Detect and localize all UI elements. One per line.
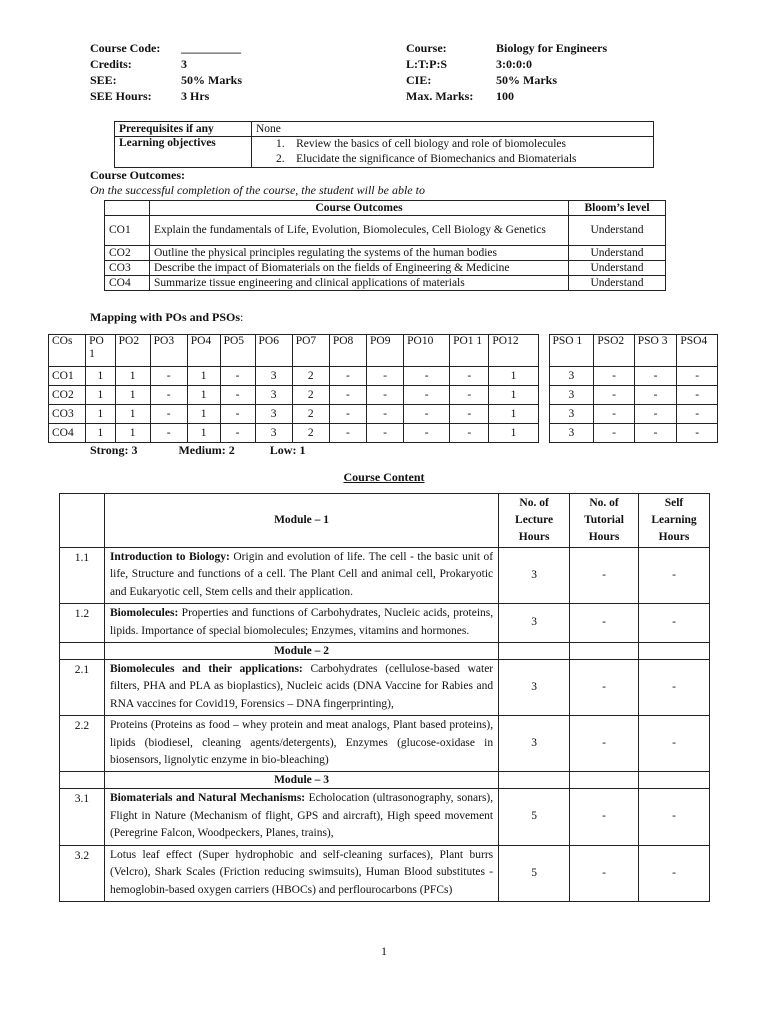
col-blooms-level: Bloom’s level	[569, 201, 666, 216]
mapping-header-cell: PSO 3	[634, 335, 677, 367]
mapping-value-cell: -	[677, 367, 718, 386]
mapping-value-cell: -	[594, 386, 634, 405]
mapping-co-cell: CO1	[49, 367, 86, 386]
topic-number: 2.1	[60, 660, 105, 716]
mapping-value-cell: 1	[86, 405, 116, 424]
co-code: CO1	[105, 216, 150, 246]
mapping-value-cell: -	[367, 386, 404, 405]
mapping-value-cell: 1	[489, 405, 538, 424]
mapping-value-cell: 1	[86, 424, 116, 443]
self-learning-hours: -	[639, 548, 710, 604]
self-learning-hours: -	[639, 789, 710, 845]
mapping-value-cell: -	[450, 405, 489, 424]
lecture-hours: 3	[499, 660, 570, 716]
mapping-gap	[538, 367, 549, 386]
mapping-value-cell: -	[404, 405, 450, 424]
course-content-title: Course Content	[343, 470, 425, 484]
see-hours-label: SEE Hours:	[90, 88, 152, 103]
mapping-value-cell: 1	[489, 367, 538, 386]
mapping-value-cell: -	[404, 424, 450, 443]
course-outcomes-table	[104, 200, 666, 291]
topic-number: 1.2	[60, 604, 105, 643]
mapping-value-cell: 1	[187, 367, 220, 386]
see-value: 50% Marks	[181, 72, 242, 87]
mapping-value-cell: -	[450, 367, 489, 386]
mapping-header-cell: PO8	[329, 335, 366, 367]
mapping-header-cell: PSO2	[594, 335, 634, 367]
mapping-header-cell: PO6	[255, 335, 292, 367]
page-number: 1	[381, 944, 387, 958]
co-bloom: Understand	[569, 276, 666, 291]
credits-value: 3	[181, 56, 187, 71]
mapping-value-cell: -	[594, 405, 634, 424]
mapping-value-cell: 3	[549, 405, 594, 424]
mapping-value-cell: -	[220, 424, 255, 443]
mapping-value-cell: 2	[292, 386, 329, 405]
mapping-value-cell: 3	[255, 386, 292, 405]
module-1-header: Module – 1	[104, 494, 498, 548]
course-content-table	[59, 493, 710, 902]
module-2-header: Module – 2	[104, 643, 498, 660]
mapping-value-cell: 1	[115, 386, 150, 405]
module-3-header: Module – 3	[104, 772, 498, 789]
mapping-value-cell: -	[220, 386, 255, 405]
mapping-co-cell: CO3	[49, 405, 86, 424]
mapping-value-cell: -	[329, 367, 366, 386]
topic-title: Biomolecules and their applications:	[109, 663, 303, 676]
col-course-outcomes: Course Outcomes	[150, 201, 569, 216]
tutorial-hours: -	[570, 789, 639, 845]
course-outcomes-heading: Course Outcomes:	[90, 168, 185, 182]
mapping-value-cell: -	[367, 367, 404, 386]
mapping-value-cell: -	[634, 386, 677, 405]
topic-text: Lotus leaf effect (Super hydrophobic and self-cleaning surfaces), Plant burrs (Velcro), Shark Scales (Friction reducing swimsuits), Human Blood substitutes - hemoglobin-based oxygen carriers (HBOCs) and perflourocarbons (PFCs)	[109, 848, 494, 896]
topic-row	[60, 604, 710, 643]
legend-low: Low: 1	[269, 443, 306, 457]
course-code-value: __________	[181, 40, 241, 55]
mapping-value-cell: -	[220, 367, 255, 386]
mapping-value-cell: 2	[292, 424, 329, 443]
topic-number: 3.2	[60, 845, 105, 901]
credits-label: Credits:	[90, 56, 132, 71]
mapping-value-cell: -	[404, 367, 450, 386]
mapping-value-cell: 1	[115, 405, 150, 424]
tutorial-hours: -	[570, 716, 639, 772]
self-learning-hours: -	[639, 716, 710, 772]
prerequisites-value: None	[252, 122, 654, 137]
course-label: Course:	[406, 40, 447, 55]
course-code-label: Course Code:	[90, 40, 161, 55]
self-learning-hours: -	[639, 604, 710, 643]
mapping-value-cell: -	[450, 424, 489, 443]
po-pso-mapping-table	[48, 334, 718, 443]
legend-strong: Strong: 3	[90, 443, 138, 457]
mapping-co-cell: CO4	[49, 424, 86, 443]
mapping-value-cell: -	[677, 386, 718, 405]
mapping-header-cell: PO4	[187, 335, 220, 367]
module-header-row	[60, 772, 710, 789]
module-header-row	[60, 643, 710, 660]
mapping-gap	[538, 405, 549, 424]
mapping-row	[49, 367, 718, 386]
topic-description	[104, 604, 498, 643]
mapping-value-cell: -	[634, 405, 677, 424]
mapping-row	[49, 386, 718, 405]
mapping-value-cell: -	[594, 367, 634, 386]
mapping-header-cell: PSO4	[677, 335, 718, 367]
self-learning-hours: -	[639, 660, 710, 716]
mapping-value-cell: -	[404, 386, 450, 405]
topic-description	[104, 716, 498, 772]
mapping-gap	[538, 424, 549, 443]
mapping-value-cell: 3	[255, 405, 292, 424]
topic-row	[60, 660, 710, 716]
mapping-value-cell: 1	[187, 386, 220, 405]
mapping-header-cell: PSO 1	[549, 335, 594, 367]
topic-title: Introduction to Biology:	[109, 551, 230, 563]
course-value: Biology for Engineers	[496, 40, 608, 55]
mapping-value-cell: 3	[255, 367, 292, 386]
co-code: CO3	[105, 261, 150, 276]
mapping-value-cell: -	[150, 405, 187, 424]
mapping-legend	[90, 443, 305, 458]
mapping-gap	[538, 386, 549, 405]
prerequisites-label: Prerequisites if any	[115, 122, 252, 137]
ltps-value: 3:0:0:0	[496, 56, 532, 71]
topic-text: Properties and functions of Carbohydrates, Nucleic acids, proteins, lipids. Importance of special biomolecules; Enzymes, vitamins and hormones.	[109, 607, 494, 637]
mapping-value-cell: 2	[292, 367, 329, 386]
mapping-value-cell: 1	[187, 405, 220, 424]
topic-text: Echolocation (ultrasonography, sonars), Flight in Nature (Mechanism of flight, GPS and aircraft), High speed movement (Peregrine Falcon, Woodpeckers, Planes, trains),	[109, 792, 494, 840]
mapping-gap	[538, 335, 549, 367]
cie-label: CIE:	[406, 72, 432, 87]
col-tutorial-hours: No. of Tutorial Hours	[570, 494, 639, 548]
learning-objectives-label: Learning objectives	[115, 137, 252, 168]
mapping-value-cell: -	[677, 405, 718, 424]
mapping-header-cell: PO3	[150, 335, 187, 367]
mapping-value-cell: 1	[187, 424, 220, 443]
lecture-hours: 3	[499, 604, 570, 643]
topic-description	[104, 789, 498, 845]
mapping-co-cell: CO2	[49, 386, 86, 405]
mapping-value-cell: 3	[255, 424, 292, 443]
mapping-header-cell: PO5	[220, 335, 255, 367]
topic-description	[104, 660, 498, 716]
mapping-header-cell: PO 1	[86, 335, 116, 367]
co-text: Describe the impact of Biomaterials on the fields of Engineering & Medicine	[150, 261, 569, 276]
topic-title: Biomaterials and Natural Mechanisms:	[109, 792, 306, 805]
mapping-value-cell: 1	[115, 367, 150, 386]
mapping-value-cell: -	[367, 405, 404, 424]
mapping-value-cell: -	[634, 367, 677, 386]
mapping-header-cell: PO7	[292, 335, 329, 367]
mapping-value-cell: -	[634, 424, 677, 443]
tutorial-hours: -	[570, 660, 639, 716]
course-header-right	[406, 40, 607, 104]
mapping-value-cell: -	[150, 424, 187, 443]
mapping-value-cell: 1	[115, 424, 150, 443]
lecture-hours: 5	[499, 845, 570, 901]
mapping-value-cell: -	[329, 405, 366, 424]
objective-item: 2. Elucidate the significance of Biomechanics and Biomaterials	[276, 153, 577, 165]
co-code: CO4	[105, 276, 150, 291]
co-bloom: Understand	[569, 261, 666, 276]
mapping-value-cell: -	[150, 367, 187, 386]
mapping-row	[49, 405, 718, 424]
mapping-value-cell: -	[150, 386, 187, 405]
objective-item: 1. Review the basics of cell biology and role of biomolecules	[276, 138, 566, 150]
mapping-value-cell: 3	[549, 386, 594, 405]
mapping-value-cell: -	[329, 424, 366, 443]
mapping-value-cell: 1	[489, 424, 538, 443]
legend-medium: Medium: 2	[178, 443, 235, 457]
see-label: SEE:	[90, 72, 117, 87]
max-marks-label: Max. Marks:	[406, 88, 474, 103]
mapping-header-cell: PO2	[115, 335, 150, 367]
tutorial-hours: -	[570, 604, 639, 643]
tutorial-hours: -	[570, 548, 639, 604]
see-hours-value: 3 Hrs	[181, 88, 210, 103]
mapping-value-cell: 1	[86, 386, 116, 405]
col-lecture-hours: No. of Lecture Hours	[499, 494, 570, 548]
co-text: Summarize tissue engineering and clinical applications of materials	[150, 276, 569, 291]
topic-number: 2.2	[60, 716, 105, 772]
mapping-header-cell: PO12	[489, 335, 538, 367]
co-code: CO2	[105, 246, 150, 261]
topic-title: Biomolecules:	[109, 607, 179, 620]
mapping-header-cell: PO9	[367, 335, 404, 367]
mapping-value-cell: 3	[549, 367, 594, 386]
topic-row	[60, 845, 710, 901]
topic-number: 1.1	[60, 548, 105, 604]
co-bloom: Understand	[569, 246, 666, 261]
topic-text: Origin and evolution of life. The cell - the basic unit of life, Structure and functions of a cell. The Plant Cell and animal cell, Prokaryotic and Eukaryotic cell, Stem cells and their application.	[109, 551, 494, 598]
mapping-value-cell: 3	[549, 424, 594, 443]
co-bloom: Understand	[569, 216, 666, 246]
col-self-learning-hours: Self Learning Hours	[639, 494, 710, 548]
self-learning-hours: -	[639, 845, 710, 901]
mapping-header-cell: PO1 1	[450, 335, 489, 367]
mapping-value-cell: -	[677, 424, 718, 443]
tutorial-hours: -	[570, 845, 639, 901]
course-header-left	[90, 40, 242, 104]
mapping-value-cell: -	[329, 386, 366, 405]
lecture-hours: 3	[499, 716, 570, 772]
mapping-value-cell: -	[450, 386, 489, 405]
cie-value: 50% Marks	[496, 72, 557, 87]
mapping-value-cell: -	[367, 424, 404, 443]
mapping-heading: Mapping with POs and PSOs:	[90, 310, 244, 324]
max-marks-value: 100	[496, 88, 514, 103]
mapping-value-cell: 1	[86, 367, 116, 386]
topic-text: Carbohydrates (cellulose-based water filters, PHA and PLA as bioplastics), Nucleic acids (DNA Vaccine for Rabies and RNA vaccines for Covid19, Forensics – DNA fingerprinting),	[109, 663, 494, 710]
topic-row	[60, 716, 710, 772]
co-text: Outline the physical principles regulating the systems of the human bodies	[150, 246, 569, 261]
topic-row	[60, 789, 710, 845]
topic-row	[60, 548, 710, 604]
lecture-hours: 5	[499, 789, 570, 845]
prerequisites-table	[114, 121, 654, 168]
mapping-value-cell: -	[594, 424, 634, 443]
co-text: Explain the fundamentals of Life, Evolution, Biomolecules, Cell Biology & Genetics	[150, 216, 569, 246]
topic-description	[104, 548, 498, 604]
topic-text: Proteins (Proteins as food – whey protein and meat analogs, Plant based proteins), lipids (biodiesel, cleaning agents/detergents), Enzymes (glucose-oxidase in biosensors, lignolytic enzyme in bio-bleaching)	[109, 719, 494, 767]
mapping-value-cell: 1	[489, 386, 538, 405]
mapping-header-cell: PO10	[404, 335, 450, 367]
mapping-value-cell: -	[220, 405, 255, 424]
lecture-hours: 3	[499, 548, 570, 604]
mapping-value-cell: 2	[292, 405, 329, 424]
topic-number: 3.1	[60, 789, 105, 845]
topic-description	[104, 845, 498, 901]
ltps-label: L:T:P:S	[406, 56, 448, 71]
mapping-header-cell: COs	[49, 335, 86, 367]
course-outcomes-intro: On the successful completion of the course, the student will be able to	[90, 183, 425, 197]
mapping-row	[49, 424, 718, 443]
